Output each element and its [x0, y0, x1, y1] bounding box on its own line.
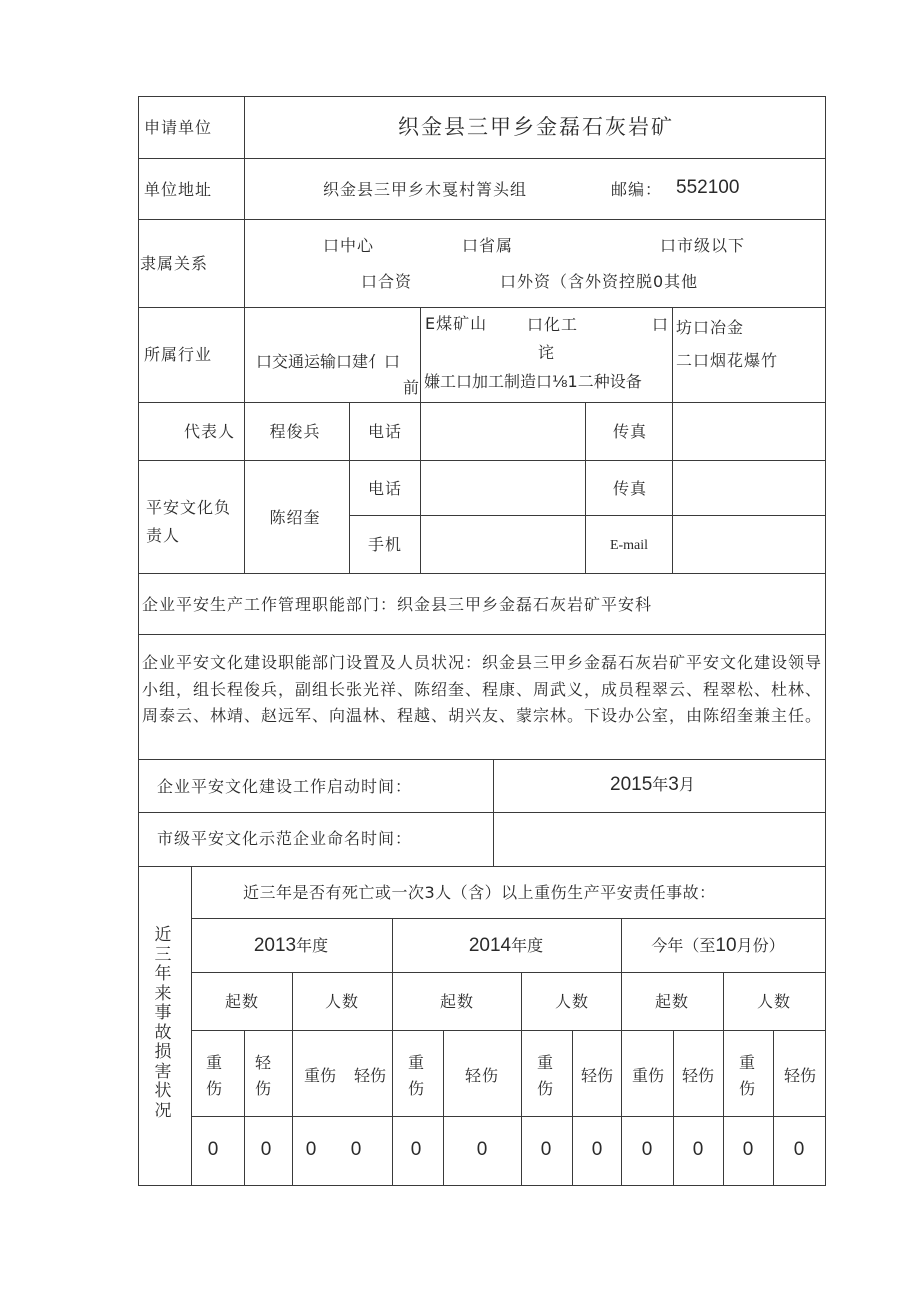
row-divider [138, 634, 826, 635]
col-divider [191, 866, 192, 1186]
people-header: 人数 [324, 992, 360, 1011]
affiliation-central: 口中心 [323, 236, 375, 255]
col-divider [621, 918, 622, 1186]
col-divider [244, 1030, 245, 1186]
col-divider [672, 402, 673, 573]
accident-value: 0 [410, 1139, 422, 1160]
accidents-question: 近三年是否有死亡或一次3人（含）以上重伤生产平安责任事故： [243, 883, 716, 902]
row-divider [138, 866, 826, 867]
safety-culture-head-label: 平安文化负责人 [146, 498, 232, 545]
minor-header: 轻伤 [255, 1053, 273, 1098]
people-header: 人数 [554, 992, 590, 1011]
safety-dept-text: 企业平安生产工作管理职能部门：织金县三甲乡金磊石灰岩矿平安科 [142, 595, 653, 614]
col-divider [443, 1030, 444, 1186]
industry-mid-row3: 嫌工口加工制造口⅛1二种设备 [424, 372, 642, 391]
safety-culture-email-label: E-mail [609, 538, 649, 553]
applicant-label: 申请单位 [144, 118, 213, 137]
accident-value: 0 [793, 1139, 805, 1160]
affiliation-foreign: 口外资（含外资控脱0其他 [500, 272, 699, 291]
applicant-name: 织金县三甲乡金磊石灰岩矿 [398, 115, 674, 139]
address-value: 织金县三甲乡木戛村箐头组 [323, 180, 528, 199]
representative-label: 代表人 [184, 422, 236, 441]
col-divider [420, 307, 421, 402]
year-current-header: 今年（至10月份） [651, 935, 785, 956]
minor-header: 轻伤 [783, 1066, 817, 1085]
industry-chemical: 口化工 [527, 315, 579, 334]
col-divider [392, 918, 393, 1186]
representative-name: 程俊兵 [269, 422, 321, 441]
culture-dept-text: 企业平安文化建设职能部门设置及人员状况：织金县三甲乡金磊石灰岩矿平安文化建设领导小组，组长程俊兵，副组长张光祥、陈绍奎、程康、周武义，成员程翠云、程翠松、杜林、周泰云、林靖、赵远军、向温林、程越、胡兴友、蒙宗林。下设办公室，由陈绍奎兼主任。 [142, 653, 823, 725]
industry-left-line1: 口交通运输口建亻口 [256, 352, 401, 371]
col-divider [723, 972, 724, 1186]
serious-header: 重伤 [537, 1053, 555, 1098]
col-divider [773, 1030, 774, 1186]
col-divider [292, 972, 293, 1186]
count-header: 起数 [224, 992, 260, 1011]
row-divider [138, 759, 826, 760]
serious-header: 重伤 [206, 1053, 224, 1098]
startup-date [610, 775, 695, 795]
accident-value: 0 [692, 1139, 704, 1160]
accident-value: 0 [476, 1139, 488, 1160]
row-divider [191, 918, 826, 919]
row-divider [191, 1116, 826, 1117]
row-divider [138, 158, 826, 159]
row-divider [138, 812, 826, 813]
affiliation-joint: 口合资 [361, 272, 413, 291]
serious-header: 重伤 [631, 1066, 665, 1085]
serious-header: 重伤 [303, 1066, 337, 1085]
safety-culture-phone-label: 电话 [367, 479, 403, 498]
table-border-top [138, 96, 826, 97]
year-2014-header: 2014年度 [468, 935, 544, 956]
accident-value: 0 [540, 1139, 552, 1160]
safety-culture-mobile-label: 手机 [367, 535, 403, 554]
row-divider [138, 402, 826, 403]
col-divider [673, 1030, 674, 1186]
table-border-right [825, 96, 826, 1186]
industry-label: 所属行业 [144, 345, 213, 364]
startup-label: 企业平安文化建设工作启动时间： [157, 777, 413, 796]
count-header: 起数 [654, 992, 690, 1011]
industry-mining: E煤矿山 [425, 314, 488, 333]
postcode-value: 552100 [676, 177, 740, 198]
row-divider [191, 972, 826, 973]
accident-value: 0 [742, 1139, 754, 1160]
col-divider [521, 972, 522, 1186]
naming-label: 市级平安文化示范企业命名时间： [157, 829, 413, 848]
accident-value: 0 [591, 1139, 603, 1160]
year-2013-header: 2013年度 [253, 935, 329, 956]
col-divider [420, 402, 421, 573]
col-divider [244, 96, 245, 573]
affiliation-provincial: 口省属 [462, 236, 514, 255]
representative-fax-label: 传真 [612, 422, 648, 441]
industry-fireworks: 二口烟花爆竹 [676, 351, 779, 370]
accident-value: 0 [260, 1139, 272, 1160]
table-border-left [138, 96, 139, 1186]
minor-header: 轻伤 [580, 1066, 614, 1085]
row-divider [138, 307, 826, 308]
accidents-side-label: 近三年来事故损害状况 [154, 925, 172, 1121]
industry-mid-row2: 诧 [538, 343, 556, 362]
col-divider [349, 402, 350, 573]
safety-culture-fax-label: 传真 [612, 479, 648, 498]
minor-header: 轻伤 [353, 1066, 387, 1085]
row-divider [191, 1030, 826, 1031]
serious-header: 重伤 [408, 1053, 426, 1098]
accident-value: 0 [305, 1139, 317, 1160]
row-divider [138, 573, 826, 574]
affiliation-label: 隶属关系 [140, 254, 209, 273]
people-header: 人数 [756, 992, 792, 1011]
safety-culture-head-name: 陈绍奎 [269, 508, 321, 527]
minor-header: 轻伤 [464, 1066, 500, 1085]
startup-year: 2015 [610, 774, 653, 795]
col-divider [672, 307, 673, 402]
postcode-label: 邮编： [611, 180, 663, 199]
startup-month-unit: 月 [678, 775, 695, 794]
count-header: 起数 [439, 992, 475, 1011]
address-label: 单位地址 [144, 180, 213, 199]
accident-value: 0 [207, 1139, 219, 1160]
row-divider [138, 219, 826, 220]
industry-metallurgy: 坊口冶金 [676, 318, 745, 337]
row-divider [138, 460, 826, 461]
affiliation-city-below: 口市级以下 [660, 236, 746, 255]
startup-year-unit: 年 [652, 775, 669, 794]
industry-left-line2: 前 [403, 378, 421, 397]
accident-value: 0 [350, 1139, 362, 1160]
industry-box: 口 [652, 315, 670, 334]
col-divider [572, 1030, 573, 1186]
accident-value: 0 [641, 1139, 653, 1160]
col-divider [585, 402, 586, 573]
minor-header: 轻伤 [681, 1066, 715, 1085]
serious-header: 重伤 [739, 1053, 757, 1098]
representative-phone-label: 电话 [367, 422, 403, 441]
startup-month: 3 [668, 774, 679, 795]
col-divider [493, 759, 494, 866]
